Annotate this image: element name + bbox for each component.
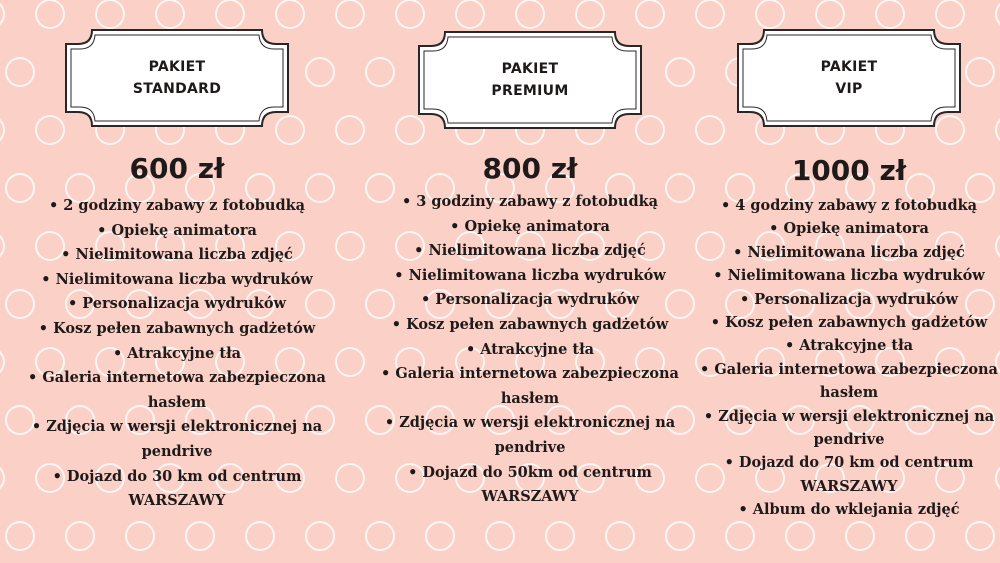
feature-item: • Galeria internetowa zabezpieczona hasłem <box>684 358 1000 405</box>
background-circle <box>366 522 394 550</box>
feature-item: • Galeria internetowa zabezpieczona hasłem <box>365 362 695 411</box>
badge-label-line1: PAKIET <box>820 59 878 75</box>
feature-item: • Nielimitowana liczba wydruków <box>684 264 1000 287</box>
background-circle <box>846 522 874 550</box>
feature-item: • Zdjęcia w wersji elektronicznej na pendrive <box>12 415 342 464</box>
background-circle <box>126 522 154 550</box>
feature-list <box>365 190 695 510</box>
badge-label-line2: PREMIUM <box>491 83 569 99</box>
package-badge <box>64 28 290 128</box>
background-circle <box>246 522 274 550</box>
background-circle <box>606 522 634 550</box>
feature-item: • Personalizacja wydruków <box>684 288 1000 311</box>
feature-item: • Opiekę animatora <box>684 217 1000 240</box>
feature-item: • Nielimitowana liczba zdjęć <box>365 239 695 264</box>
feature-item: • Dojazd do 70 km od centrum WARSZAWY <box>684 451 1000 498</box>
package-vip <box>684 0 1000 522</box>
badge-label-line2: STANDARD <box>132 81 222 97</box>
package-badge <box>417 30 643 130</box>
feature-item: • Opiekę animatora <box>12 219 342 244</box>
feature-item: • Kosz pełen zabawnych gadżetów <box>684 311 1000 334</box>
package-standard <box>12 0 342 514</box>
background-circle <box>306 522 334 550</box>
feature-item: • Kosz pełen zabawnych gadżetów <box>12 317 342 342</box>
feature-item: • Kosz pełen zabawnych gadżetów <box>365 313 695 338</box>
background-circle <box>486 522 514 550</box>
feature-list <box>684 194 1000 522</box>
feature-item: • Nielimitowana liczba zdjęć <box>684 241 1000 264</box>
background-circle <box>0 348 4 376</box>
feature-item: • 3 godziny zabawy z fotobudką <box>365 190 695 215</box>
background-circle <box>786 522 814 550</box>
background-circle <box>906 522 934 550</box>
feature-item: • Dojazd do 30 km od centrum WARSZAWY <box>12 465 342 514</box>
background-circle <box>546 522 574 550</box>
background-circle <box>426 522 454 550</box>
feature-item: • Atrakcyjne tła <box>684 334 1000 357</box>
package-price: 1000 zł <box>791 154 907 187</box>
package-price: 800 zł <box>482 152 578 185</box>
feature-item: • Personalizacja wydruków <box>365 288 695 313</box>
package-price: 600 zł <box>129 152 225 185</box>
background-circle <box>186 522 214 550</box>
feature-item: • Nielimitowana liczba wydruków <box>365 264 695 289</box>
feature-item: • Album do wklejania zdjęć <box>684 498 1000 521</box>
background-circle <box>6 522 34 550</box>
feature-item: • Personalizacja wydruków <box>12 292 342 317</box>
package-badge <box>736 28 962 128</box>
feature-item: • Dojazd do 50km od centrum WARSZAWY <box>365 461 695 510</box>
badge-label-line1: PAKIET <box>148 59 206 75</box>
background-circle <box>0 232 4 260</box>
background-circle <box>666 522 694 550</box>
feature-item: • 2 godziny zabawy z fotobudką <box>12 194 342 219</box>
feature-list <box>12 194 342 514</box>
background-circle <box>0 0 4 28</box>
background-circle <box>726 522 754 550</box>
package-premium <box>365 0 695 510</box>
feature-item: • Galeria internetowa zabezpieczona hasłem <box>12 366 342 415</box>
badge-label-line1: PAKIET <box>501 61 559 77</box>
background-circle <box>66 522 94 550</box>
feature-item: • Zdjęcia w wersji elektronicznej na pendrive <box>684 405 1000 452</box>
background-circle <box>0 116 4 144</box>
badge-label-line2: VIP <box>835 81 863 97</box>
feature-item: • Atrakcyjne tła <box>12 342 342 367</box>
feature-item: • Atrakcyjne tła <box>365 338 695 363</box>
feature-item: • Opiekę animatora <box>365 215 695 240</box>
feature-item: • 4 godziny zabawy z fotobudką <box>684 194 1000 217</box>
background-circle <box>966 522 994 550</box>
background-circle <box>0 464 4 492</box>
feature-item: • Zdjęcia w wersji elektronicznej na pendrive <box>365 411 695 460</box>
feature-item: • Nielimitowana liczba zdjęć <box>12 243 342 268</box>
feature-item: • Nielimitowana liczba wydruków <box>12 268 342 293</box>
